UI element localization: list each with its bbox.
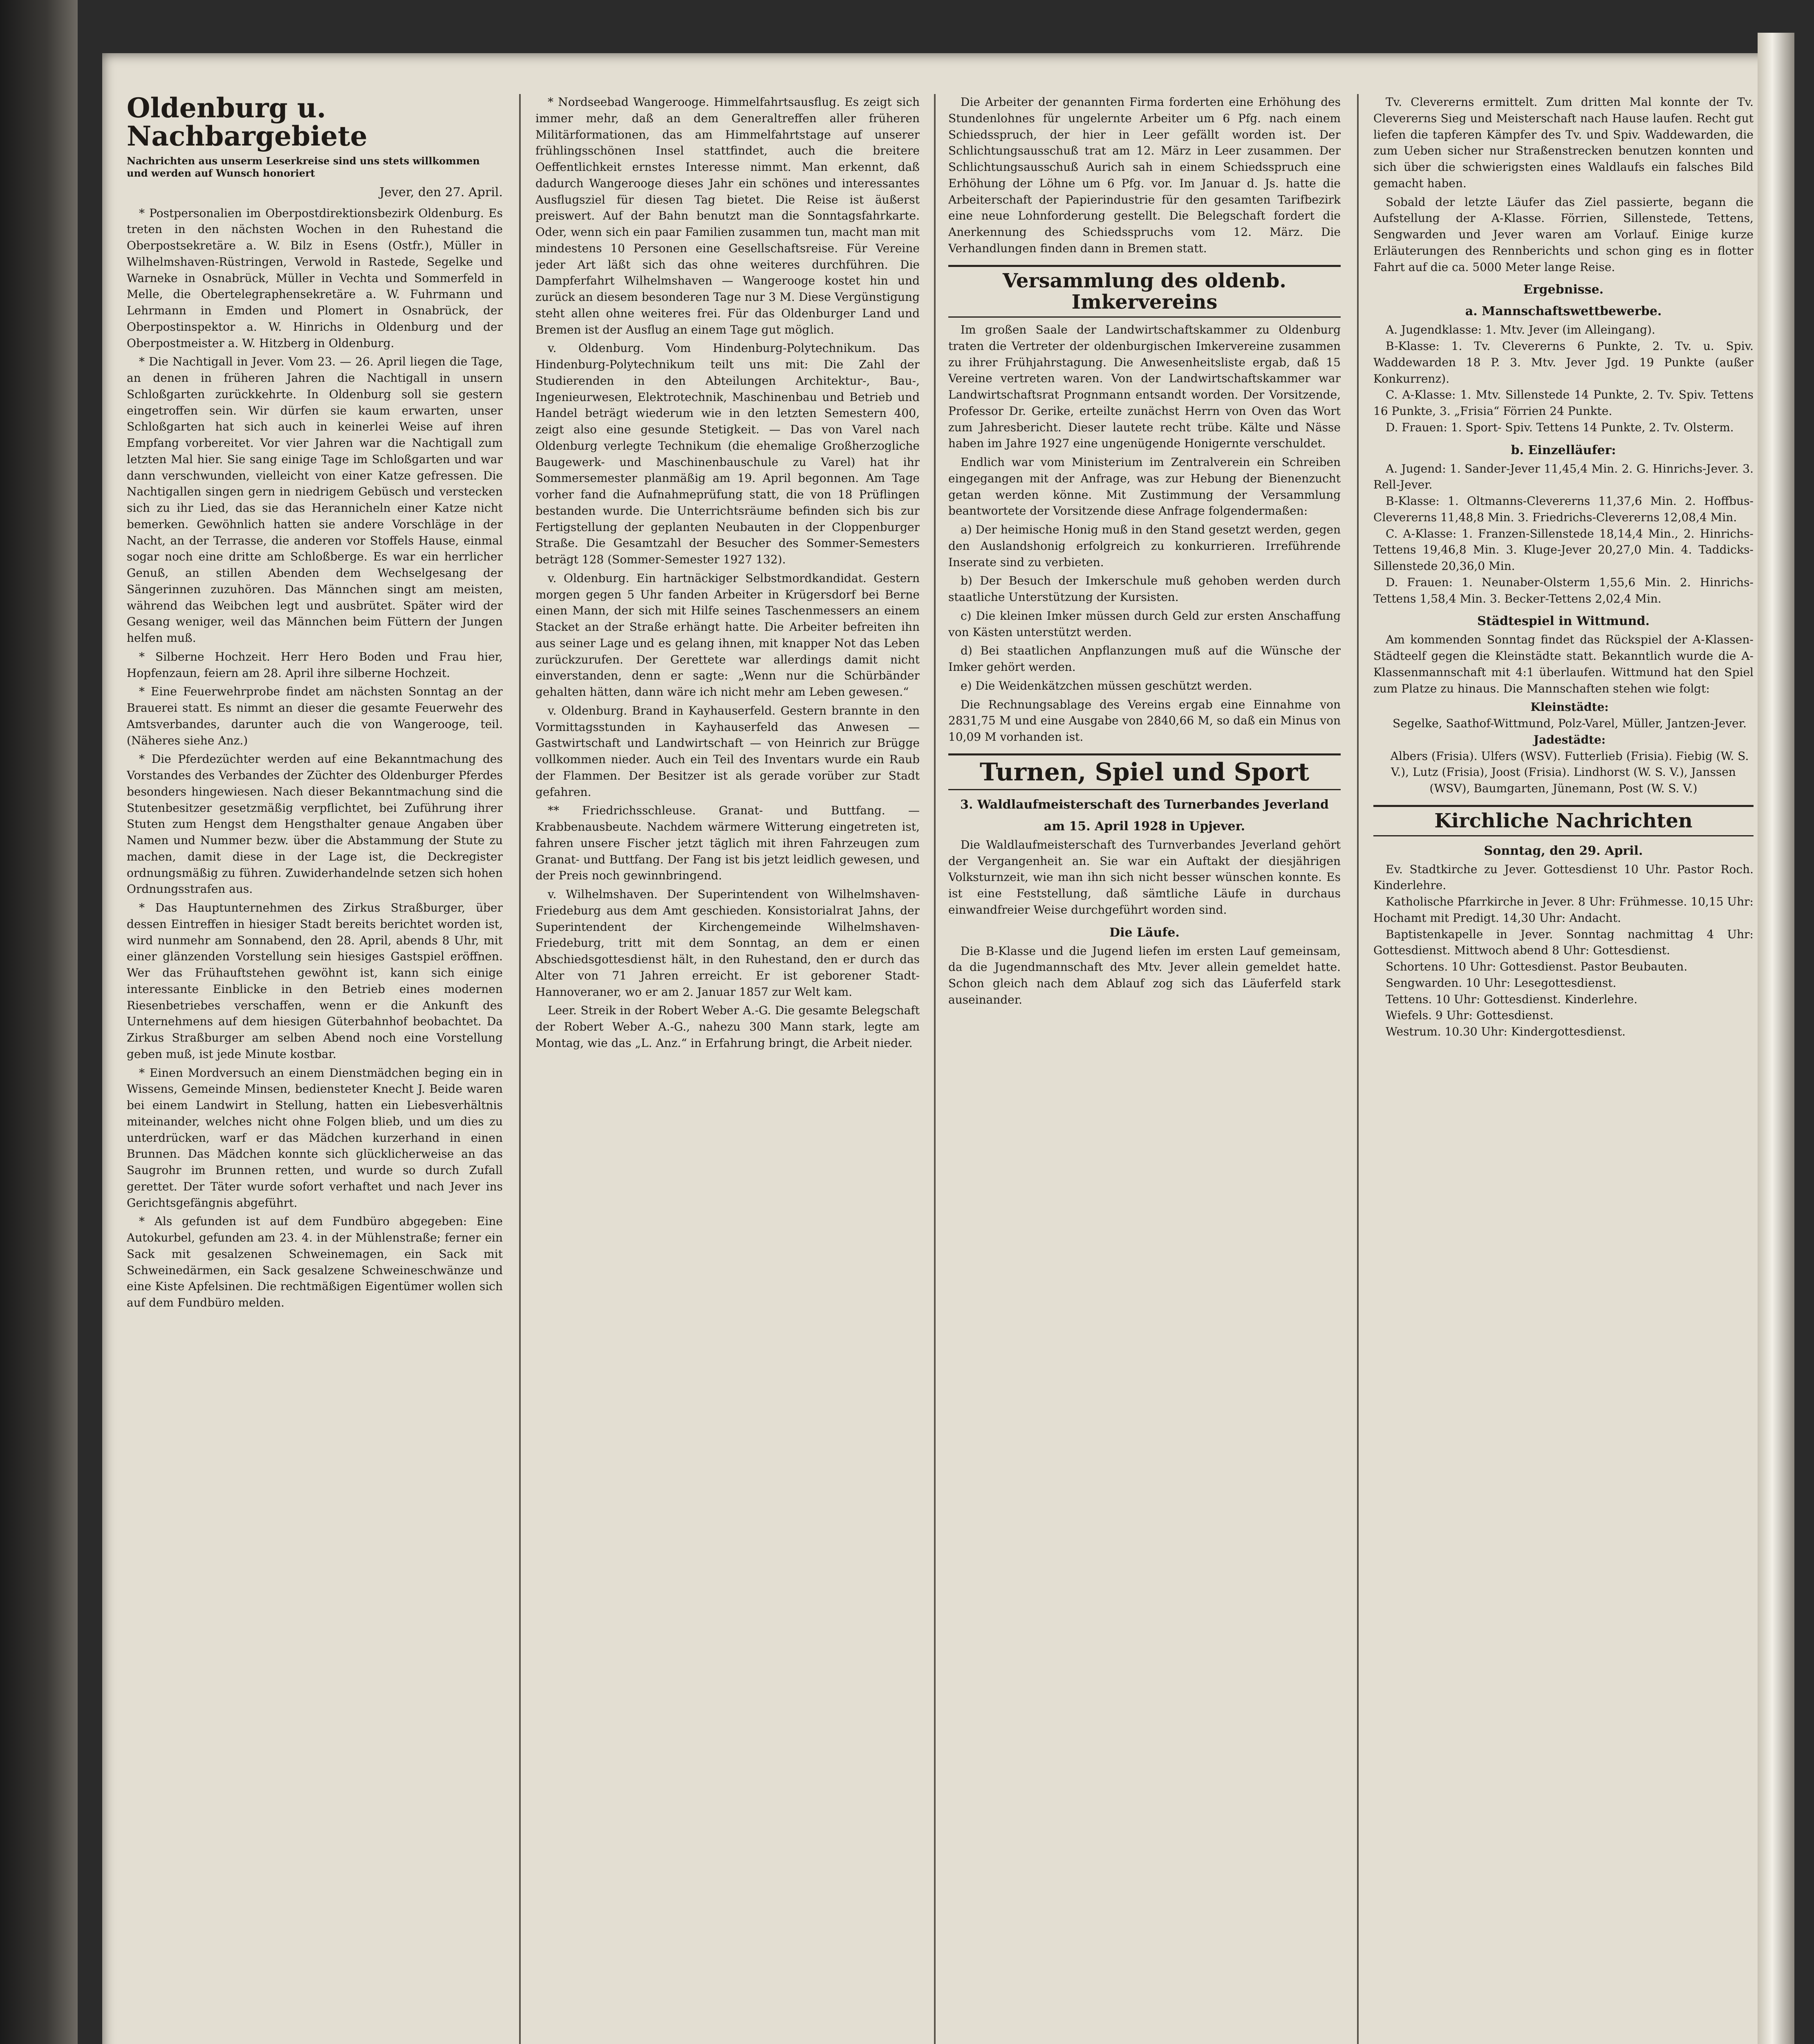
- result-line: B-Klasse: 1. Tv. Clevererns 6 Punkte, 2. Tv. u. Spiv. Waddewarden 18 P. 3. Mtv. Jever Jgd. 19 Punkte (außer Konkurrenz).: [1373, 339, 1754, 385]
- church-entry: Wiefels. 9 Uhr: Gottesdienst.: [1386, 1009, 1554, 1022]
- article: Leer. Streik in der Robert Weber A.-G. Die gesamte Belegschaft der Robert Weber A.-G., nahezu 300 Mann stark, legte am Montag, wie das „L. Anz.“ in Erfahrung bringt, die Arbeit nieder.: [535, 1004, 920, 1050]
- article: * Nordseebad Wangerooge. Himmelfahrtsausflug. Es zeigt sich immer mehr, daß an dem Generaltreffen aller früheren Militärformationen, das am Himmelfahrtstage auf unserer frühlingsschönen Insel stattfindet, auch die breitere Oeffentlichkeit ernstes Interesse nimmt. Man erkennt, daß dadurch Wangerooge dieses Jahr ein schönes und interessantes Ausflugsziel für diesen Tag bietet. Die Reise ist äußerst preiswert. Auf der Bahn benutzt man die Sonntagsfahrkarte. Oder, wenn sich ein paar Familien zusammen tun, macht man mit mindestens 10 Personen eine Gesellschaftsreise. Für Vereine jeder Art läßt sich das ohne weiteres durchführen. Die Dampferfahrt Wilhelmshaven — Wangerooge kostet hin und zurück an diesem besonderen Tage nur 3 M. Diese Vergünstigung steht allen ohne weiteres frei. Für das Oldenburger Land und Bremen ist der Ausflug an einem Tage gut möglich.: [535, 95, 920, 336]
- team-heading: Kleinstädte:: [1530, 700, 1609, 714]
- team-heading: Jadestädte:: [1533, 733, 1606, 746]
- column-1: [127, 94, 503, 2044]
- result-line: C. A-Klasse: 1. Mtv. Sillenstede 14 Punkte, 2. Tv. Spiv. Tettens 16 Punkte, 3. „Frisia“ Förrien 24 Punkte.: [1373, 388, 1754, 418]
- article: ** Friedrichsschleuse. Granat- und Buttfang. — Krabbenausbeute. Nachdem wärmere Witterung eingetreten ist, fahren unsere Fischer jetzt täglich mit ihren Fahrzeugen zum Granat- und Buttfang. Der Fang ist bis jetzt leidlich gewesen, und der Preis noch gewinnbringend.: [535, 804, 920, 883]
- sport-subheading: 3. Waldlaufmeisterschaft des Turnerbandes Jeverland: [960, 797, 1329, 812]
- column-rule: [1357, 94, 1359, 2044]
- team-line: Segelke, Saathof-Wittmund, Polz-Varel, Müller, Jantzen-Jever.: [1392, 717, 1747, 730]
- result-line: B-Klasse: 1. Oltmanns-Clevererns 11,37,6 Min. 2. Hoffbus-Clevererns 11,48,8 Min. 3. Friedrichs-Clevererns 12,08,4 Min.: [1373, 494, 1754, 524]
- article: v. Oldenburg. Brand in Kayhauserfeld. Gestern brannte in den Vormittagsstunden in Kayhauserfeld das Anwesen — Gastwirtschaft und Landwirtschaft — von Heinrich zur Brügge vollkommen nieder. Auch ein Teil des Inventars wurde ein Raub der Flammen. Der Besitzer ist als gerade vorüber zur Stadt gefahren.: [535, 704, 920, 799]
- result-line: D. Frauen: 1. Sport- Spiv. Tettens 14 Punkte, 2. Tv. Olsterm.: [1386, 420, 1734, 434]
- article: Endlich war vom Ministerium im Zentralverein ein Schreiben eingegangen mit der Anfrage, was zur Hebung der Bienenzucht getan werden könne. Mit Zustimmung der Versammlung beantwortete der Vorsitzende diese Anfrage folgendermaßen:: [948, 455, 1341, 518]
- church-entry: Katholische Pfarrkirche in Jever. 8 Uhr: Frühmesse. 10,15 Uhr: Hochamt mit Predigt. 14,30 Uhr: Andacht.: [1373, 895, 1754, 925]
- church-entry: Ev. Stadtkirche zu Jever. Gottesdienst 10 Uhr. Pastor Roch. Kinderlehre.: [1373, 862, 1754, 892]
- column-4: [1373, 94, 1754, 2044]
- imker-heading: Versammlung des oldenb. Imkervereins: [948, 265, 1341, 318]
- article: * Die Nachtigall in Jever. Vom 23. — 26. April liegen die Tage, an denen in früheren Jahren die Nachtigall in unsern Schloßgarten zurückkehrte. In Oldenburg soll sie gestern eingetroffen sein. Wir dürfen sie kaum erwarten, unser Schloßgarten hat sich auch in keinerlei Weise auf ihren Empfang vorbereitet. Vor vier Jahren war die Nachtigall zum letzten Mal hier. Sie sang einige Tage im Schloßgarten und war dann verschwunden, vielleicht von einer Katze gefressen. Die Nachtigallen singen gern in niedrigem Gebüsch und verstecken sich zu ihr Lied, das sie das Herannicheln einer Katze nicht bemerken. Gewöhnlich hatten sie andere Vorschläge in der Nacht, an der Terrasse, die anderen vor Stoffels Hause, einmal sogar noch eine dritte am Schloßberge. Es war ein herrlicher Genuß, an stillen Abenden dem Wechselgesang der Sängerinnen zuzuhören. Das Männchen singt am meisten, während das Weibchen legt und ausbrütet. Später wird der Gesang weniger, weil das Männchen beim Füttern der Jungen helfen muß.: [127, 355, 503, 645]
- article: Tv. Clevererns ermittelt. Zum dritten Mal konnte der Tv. Clevererns Sieg und Meisterschaft nach Hause laufen. Recht gut liefen die tapferen Kämpfer des Tv. und Spiv. Waddewarden, die zum Ueben sicher nur Straßenstrecken benutzen konnten und sich über die schwierigsten eines Waldlaufs ein falsches Bild gemacht haben.: [1373, 95, 1754, 190]
- article: v. Oldenburg. Ein hartnäckiger Selbstmordkandidat. Gestern morgen gegen 5 Uhr fanden Arbeiter in Krügersdorf bei Berne einen Mann, der sich mit Hilfe seines Taschenmessers an einem Stacket an der Straße erhängt hatte. Die Arbeiter befreiten ihn aus seiner Lage und es gelang ihnen, mit knapper Not das Leben zurückzurufen. Der Gerettete war allerdings damit nicht einverstanden, denn er sagte: „Wenn nur die Schürbänder gehalten hätten, dann wäre ich nicht mehr am Leben gewesen.“: [535, 571, 920, 699]
- page-edge: [1758, 33, 1794, 2044]
- sport-date: am 15. April 1928 in Upjever.: [1044, 819, 1245, 834]
- article: Die Arbeiter der genannten Firma forderten eine Erhöhung des Stundenlohnes für ungelernte Arbeiter um 6 Pfg. nach einem Schiedsspruch, der hier in Leer gefällt worden ist. Der Schlichtungsausschuß trat am 12. März in Leer zusammen. Der Schlichtungsausschuß Aurich sah in einem Schiedsspruch eine Erhöhung der Löhne um 6 Pfg. vor. Im Januar d. Js. hatte die Arbeiterschaft der Papierindustrie für den gesamten Tarifbezirk eine neue Lohnforderung gestellt. Die Belegschaft fordert die Anerkennung des Schiedsspruchs vom 12. März. Die Verhandlungen finden dann in Bremen statt.: [948, 95, 1341, 255]
- kirche-date: Sonntag, den 29. April.: [1484, 843, 1643, 858]
- results-subheading: b. Einzelläufer:: [1511, 443, 1616, 457]
- article: * Eine Feuerwehrprobe findet am nächsten Sonntag an der Brauerei statt. Es nimmt an dieser die gesamte Feuerwehr des Amtsverbandes, darunter auch die von Wangerooge, teil. (Näheres siehe Anz.): [127, 685, 503, 747]
- text-columns: [127, 94, 1754, 2044]
- article: * Das Hauptunternehmen des Zirkus Straßburger, über dessen Eintreffen in hiesiger Stadt bereits berichtet worden ist, wird nunmehr am Sonnabend, den 28. April, abends 8 Uhr, mit einer glänzenden Vorstellung sein hiesiges Gastspiel eröffnen. Wer das Frühauftstehen gewöhnt ist, kann sich einige interessante Einblicke in den Betrieb eines modernen Riesenbetriebes verschaffen, wenn er die Ankunft des Unternehmens auf dem hiesigen Güterbahnhof beobachtet. Da Zirkus Straßburger am selben Abend noch eine Vorstellung geben muß, ist jede Minute kostbar.: [127, 901, 503, 1061]
- article: * Einen Mordversuch an einem Dienstmädchen beging ein in Wissens, Gemeinde Minsen, bediensteter Knecht J. Beide waren bei einem Landwirt in Stellung, hatten ein Liebesverhältnis miteinander, welches nicht ohne Folgen blieb, und um dies zu unterdrücken, warf er das Mädchen kurzerhand in einen Brunnen. Das Mädchen konnte sich glücklicherweise an das Saugrohr im Brunnen retten, und wurde so durch Zufall gerettet. Der Täter wurde sofort verhaftet und nach Jever ins Gerichtsgefängnis abgeführt.: [127, 1066, 503, 1210]
- article: d) Bei staatlichen Anpflanzungen muß auf die Wünsche der Imker gehört werden.: [948, 644, 1341, 674]
- column-rule: [934, 94, 936, 2044]
- article: * Als gefunden ist auf dem Fundbüro abgegeben: Eine Autokurbel, gefunden am 23. 4. in der Mühlenstraße; ferner ein Sack mit gesalzenen Schweinemagen, ein Sack mit Schweinedärmen, ein Sack gesalzene Schweineschwänze und eine Kiste Apfelsinen. Die rechtmäßigen Eigentümer wollen sich auf dem Fundbüro melden.: [127, 1215, 503, 1310]
- church-entry: Schortens. 10 Uhr: Gottesdienst. Pastor Beubauten.: [1386, 960, 1688, 974]
- article: a) Der heimische Honig muß in den Stand gesetzt werden, gegen den Auslandshonig erfolgreich zu konkurrieren. Irreführende Inserate sind zu verbieten.: [948, 523, 1341, 569]
- column-3: [948, 94, 1341, 2044]
- kirche-heading: Kirchliche Nachrichten: [1373, 805, 1754, 836]
- subsection-heading: Die Läufe.: [1109, 925, 1180, 940]
- result-line: C. A-Klasse: 1. Franzen-Sillenstede 18,14,4 Min., 2. Hinrichs-Tettens 19,46,8 Min. 3. Kluge-Jever 20,27,0 Min. 4. Taddicks-Sillenstede 20,36,0 Min.: [1373, 527, 1754, 573]
- article: v. Oldenburg. Vom Hindenburg-Polytechnikum. Das Hindenburg-Polytechnikum teilt uns mit: Die Zahl der Studierenden in den Abteilungen Architektur-, Bau-, Ingenieurwesen, Elektrotechnik, Maschinenbau und Betrieb und Handel beträgt wiederum wie in den letzten Semestern 400, zeigt also eine gesunde Stetigkeit. — Das von Varel nach Oldenburg verlegte Technikum (die ehemalige Großherzogliche Baugewerk- und Maschinenbauschule zu Varel) hat ihr Sommersemester planmäßig am 19. April begonnen. Am Tage vorher fand die Aufnahmeprüfung statt, die von 18 Prüflingen bestanden wurde. Die Unterrichtsräume befinden sich bis zur Fertigstellung der geplanten Neubauten in der Cloppenburger Straße. Die Gesamtzahl der Besucher des Sommer-Semesters beträgt 128 (Sommer-Semester 1927 132).: [535, 341, 920, 566]
- result-line: A. Jugend: 1. Sander-Jever 11,45,4 Min. 2. G. Hinrichs-Jever. 3. Rell-Jever.: [1373, 462, 1754, 492]
- article: Die Rechnungsablage des Vereins ergab eine Einnahme von 2831,75 M und eine Ausgabe von 2840,66 M, so daß ein Minus von 10,09 M vorhanden ist.: [948, 697, 1341, 744]
- column-2: [535, 94, 920, 2044]
- church-entry: Baptistenkapelle in Jever. Sonntag nachmittag 4 Uhr: Gottesdienst. Mittwoch abend 8 Uhr: Gottesdienst.: [1373, 927, 1754, 957]
- book-binding: [0, 0, 78, 2044]
- article: Am kommenden Sonntag findet das Rückspiel der A-Klassen-Städteelf gegen die Kleinstädte statt. Bekanntlich wurde die A-Klassenmannschaft mit 4:1 überlaufen. Wittmund hat den Spiel zum Platze zu hinaus. Die Mannschaften stehen wie folgt:: [1373, 633, 1754, 695]
- article: * Silberne Hochzeit. Herr Hero Boden und Frau hier, Hopfenzaun, feiern am 28. April ihre silberne Hochzeit.: [127, 650, 503, 680]
- dateline: Jever, den 27. April.: [379, 185, 503, 199]
- section-heading: Oldenburg u. Nachbargebiete: [127, 94, 367, 152]
- article: c) Die kleinen Imker müssen durch Geld zur ersten Anschaffung von Kästen unterstützt werden.: [948, 609, 1341, 639]
- article: Die Waldlaufmeisterschaft des Turnverbandes Jeverland gehört der Vergangenheit an. Sie war ein Auftakt der diesjährigen Volksturnzeit, wie man ihn sich nicht besser wünschen konnte. Es ist eine Feststellung, daß sämtliche Läufe in durchaus einwandfreier Weise durchgeführt worden sind.: [948, 838, 1341, 917]
- church-entry: Tettens. 10 Uhr: Gottesdienst. Kinderlehre.: [1386, 992, 1637, 1006]
- results-heading: Ergebnisse.: [1523, 282, 1604, 297]
- column-rule: [519, 94, 521, 2044]
- article: e) Die Weidenkätzchen müssen geschützt werden.: [961, 679, 1252, 693]
- staedte-heading: Städtespiel in Wittmund.: [1477, 614, 1650, 629]
- team-line: Albers (Frisia). Ulfers (WSV). Futterlieb (Frisia). Fiebig (W. S. V.), Lutz (Frisia), Joost (Frisia). Lindhorst (W. S. V.), Janssen (WSV), Baumgarten, Jünemann, Post (W. S. V.): [1390, 749, 1749, 795]
- section-subheading: Nachrichten aus unserm Leserkreise sind uns stets willkommen und werden auf Wunsch honoriert: [127, 155, 480, 179]
- church-entry: Sengwarden. 10 Uhr: Lesegottesdienst.: [1386, 976, 1617, 990]
- article: v. Wilhelmshaven. Der Superintendent von Wilhelmshaven-Friedeburg aus dem Amt geschieden. Konsistorialrat Jahns, der Superintendent der Kirchengemeinde Wilhelmshaven-Friedeburg, tritt mit dem Sonntag, an dem er einen Abschiedsgottesdienst hält, in den Ruhestand, den er durch das Alter von 71 Jahren erreicht. Er ist geborener Stadt-Hannoveraner, wo er am 2. Januar 1857 zur Welt kam.: [535, 888, 920, 999]
- result-line: A. Jugendklasse: 1. Mtv. Jever (im Alleingang).: [1386, 323, 1655, 337]
- article: Die B-Klasse und die Jugend liefen im ersten Lauf gemeinsam, da die Jugendmannschaft des Mtv. Jever allein gemeldet hatte. Schon gleich nach dem Ablauf zog sich das Läuferfeld stark auseinander.: [948, 944, 1341, 1006]
- church-entry: Westrum. 10.30 Uhr: Kindergottesdienst.: [1386, 1025, 1626, 1039]
- article: * Postpersonalien im Oberpostdirektionsbezirk Oldenburg. Es treten in den nächsten Wochen in den Ruhestand die Oberpostsekretäre a. W. Bilz in Esens (Ostfr.), Müller in Wilhelmshaven-Rüstringen, Verwold in Rastede, Segelke und Warneke in Osnabrück, Müller in Vechta und Sommerfeld in Melle, die Obertelegraphensekretäre a. W. Fuhrmann und Lehrmann in Emden und Plomert in Osnabrück, der Oberpostinspektor a. W. Hinrichs in Oldenburg und der Oberpostmeister a. W. Hitzberg in Oldenburg.: [127, 206, 503, 350]
- article: * Die Pferdezüchter werden auf eine Bekanntmachung des Vorstandes des Verbandes der Züchter des Oldenburger Pferdes besonders hingewiesen. Nach dieser Bekanntmachung sind die Stutenbesitzer gesetzmäßig verpflichtet, bei Zuführung ihrer Stuten zum Hengst dem Hengsthalter genaue Angaben über Namen und Nummer bezw. über die Abstammung der Stute zu machen, damit diese in der Lage ist, die Deckregister ordnungsmäßig zu führen. Zuwiderhandelnde setzen sich hohen Ordnungsstrafen aus.: [127, 752, 503, 896]
- result-line: D. Frauen: 1. Neunaber-Olsterm 1,55,6 Min. 2. Hinrichs-Tettens 1,58,4 Min. 3. Becker-Tettens 2,02,4 Min.: [1373, 575, 1754, 605]
- article: Sobald der letzte Läufer das Ziel passierte, begann die Aufstellung der A-Klasse. Förrien, Sillenstede, Tettens, Sengwarden und Jever waren am Vorlauf. Einige kurze Erläuterungen des Rennberichts und schon ging es in flotter Fahrt auf die ca. 5000 Meter lange Reise.: [1373, 195, 1754, 274]
- article: Im großen Saale der Landwirtschaftskammer zu Oldenburg traten die Vertreter der oldenburgischen Imkervereine zusammen zu ihrer Frühjahrstagung. Die Anwesenheitsliste ergab, daß 15 Vereine vertreten waren. Von der Landwirtschaftskammer war Landwirtschaftsrat Prognmann entsandt worden. Der Vorsitzende, Professor Dr. Gerike, erteilte zunächst Herrn von Oven das Wort zum Jahresbericht. Dieser lautete recht trübe. Kälte und Nässe haben im Jahre 1927 eine ungenügende Honigernte verschuldet.: [948, 323, 1341, 450]
- article: b) Der Besuch der Imkerschule muß gehoben werden durch staatliche Unterstützung der Kursisten.: [948, 574, 1341, 604]
- results-subheading: a. Mannschaftswettbewerbe.: [1465, 304, 1662, 319]
- sport-heading: Turnen, Spiel und Sport: [948, 753, 1341, 790]
